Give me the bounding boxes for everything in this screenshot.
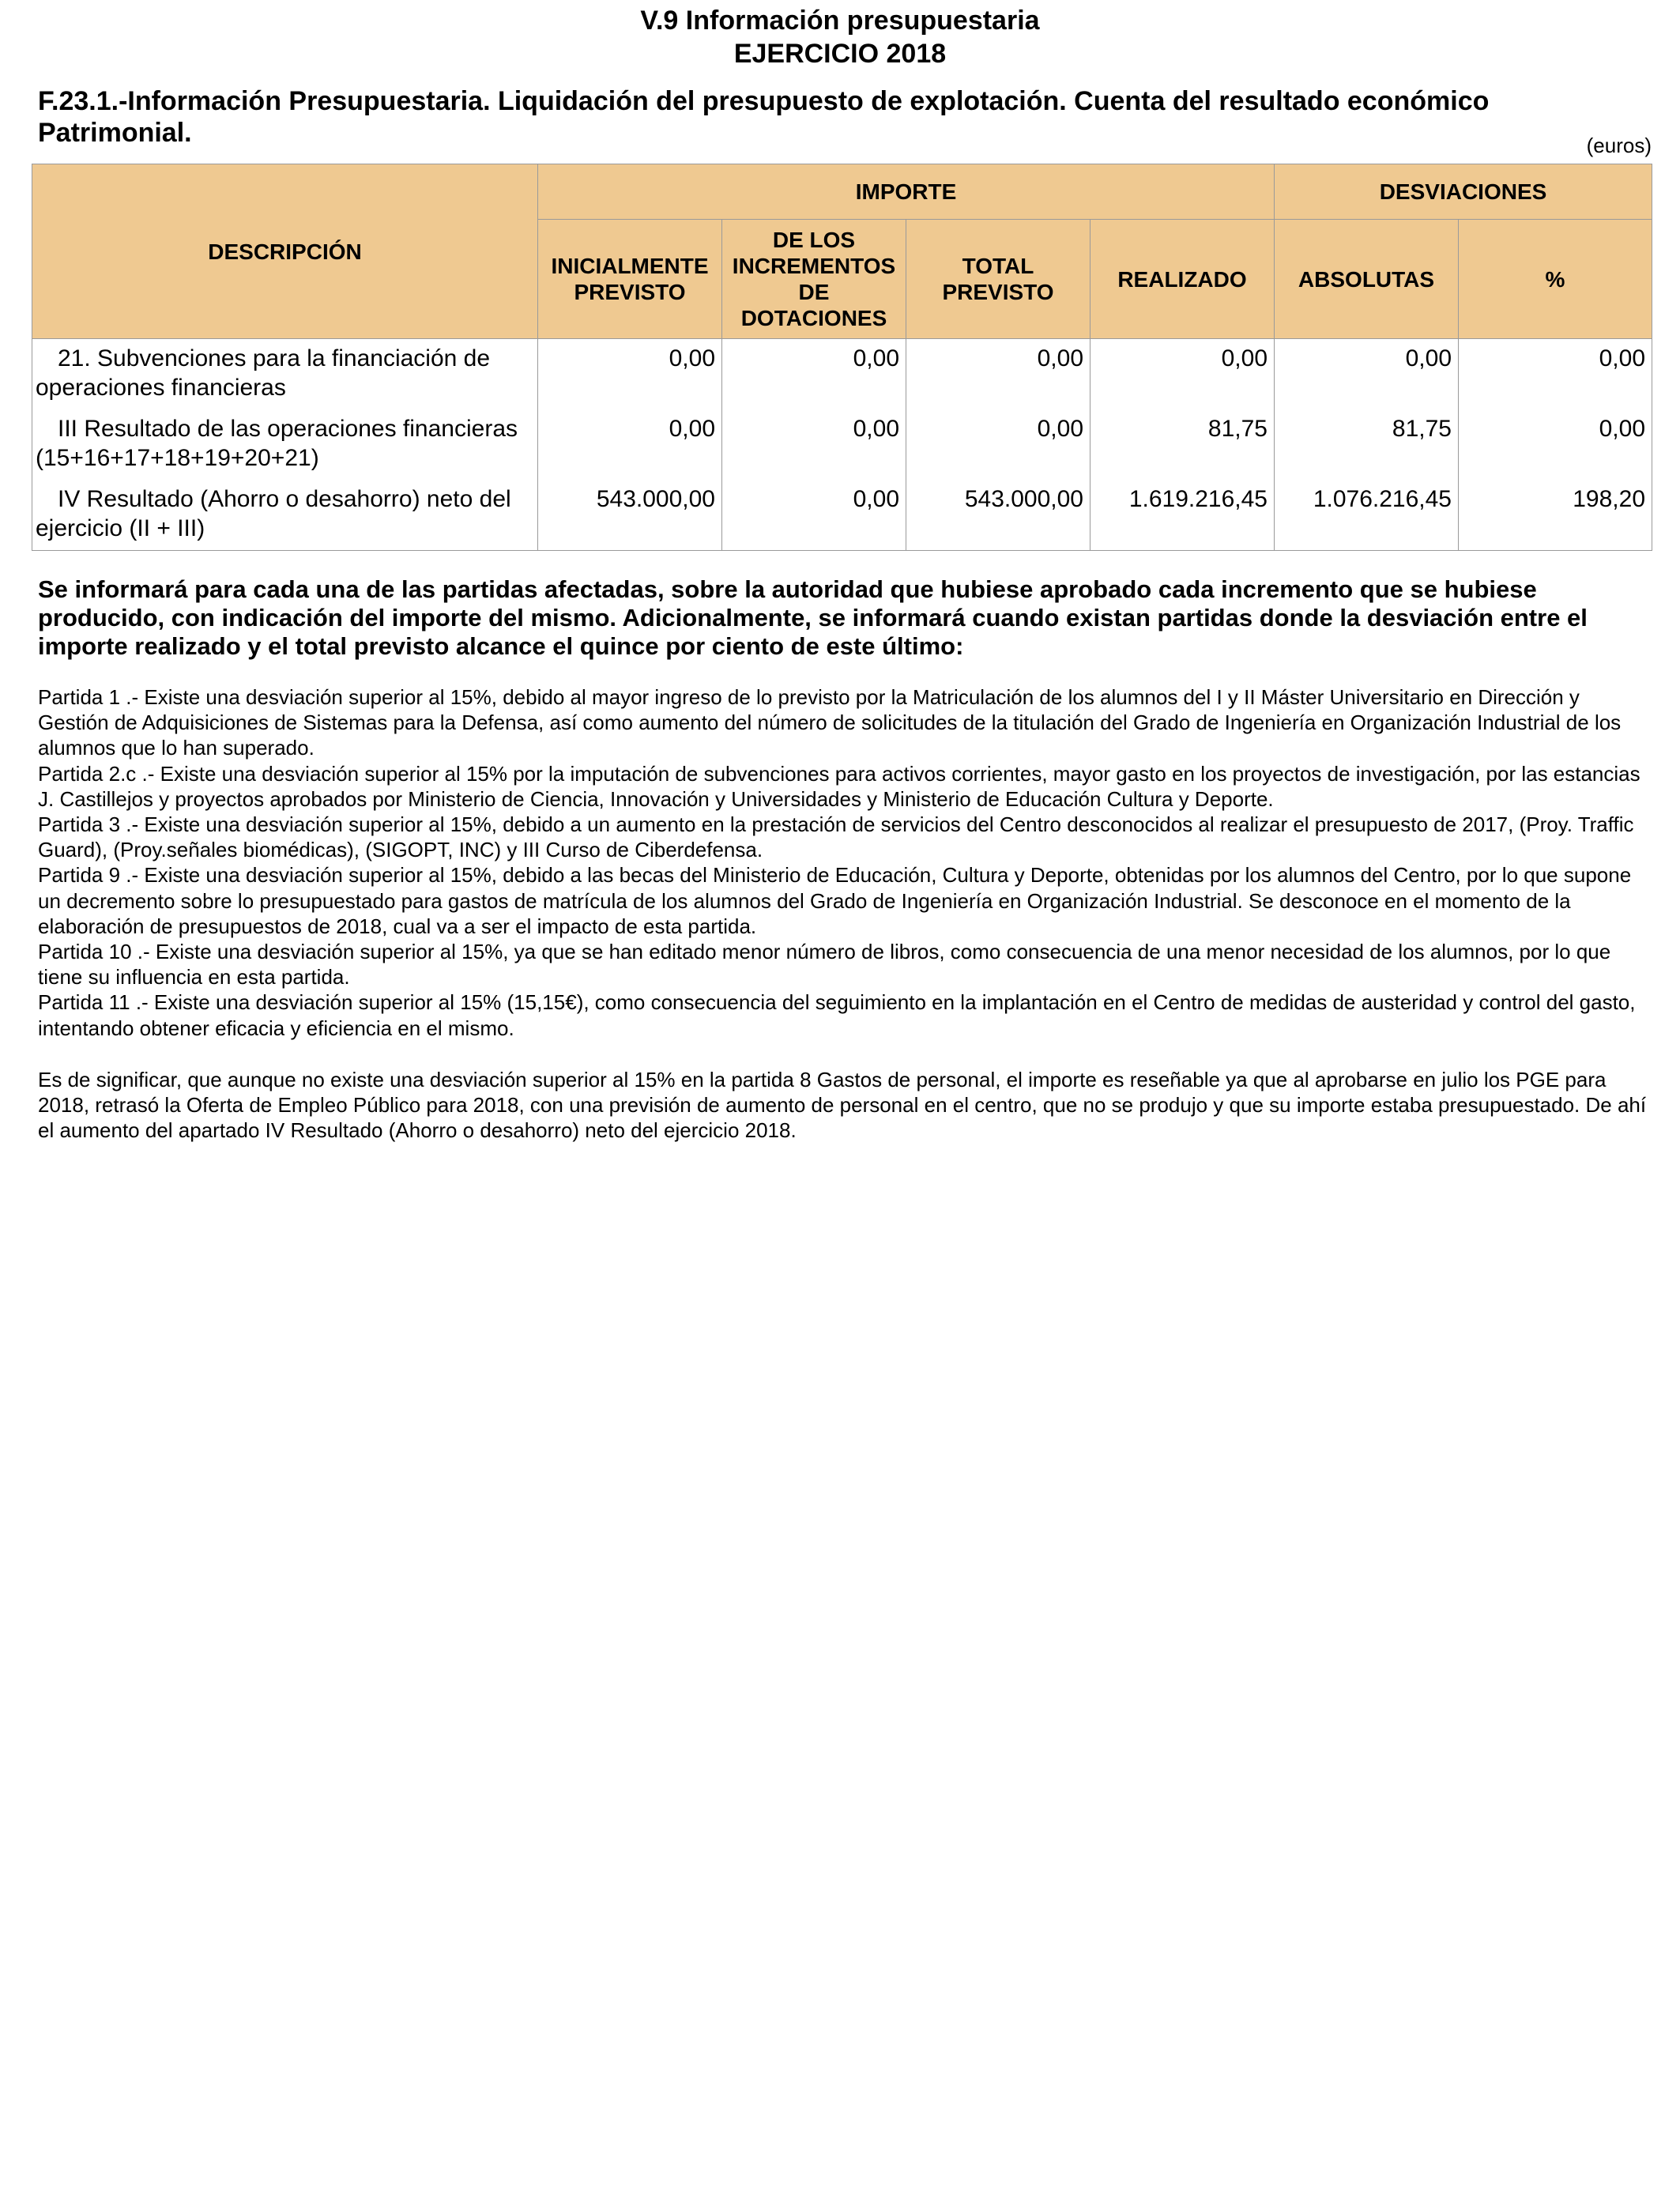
header-incrementos: DE LOS INCREMENTOS DE DOTACIONES xyxy=(722,220,906,339)
section-title: F.23.1.-Información Presupuestaria. Liquidación del presupuesto de explotación. Cuenta del resultado económico Patrimonial. xyxy=(38,86,1490,148)
row-inicialmente-previsto: 543.000,00 xyxy=(538,480,722,551)
information-note: Se informará para cada una de las partidas afectadas, sobre la autoridad que hubiese aprobado cada incremento que se hubiese producido, con indicación del importe del mismo. Adicionalmente, se informará cuando existan partidas donde la desviación entre el importe realizado y el total previsto alcance el quince por ciento de este último: xyxy=(38,575,1588,660)
partida-paragraph: Partida 3 .- Existe una desviación superior al 15%, debido a un aumento en la prestación de servicios del Centro desconocidos al realizar el presupuesto de 2017, (Proy. Traffic Guard), (Proy.señales biomédicas), (SIGOPT, INC) y III Curso de Ciberdefensa. xyxy=(38,812,1634,862)
document-title: V.9 Información presupuestaria xyxy=(640,6,1040,36)
table-row xyxy=(32,480,1652,551)
row-incrementos: 0,00 xyxy=(722,480,906,551)
row-description: III Resultado de las operaciones financieras (15+16+17+18+19+20+21) xyxy=(32,409,538,480)
row-total-previsto: 0,00 xyxy=(906,409,1090,480)
row-porcentaje: 198,20 xyxy=(1459,480,1652,551)
header-importe: IMPORTE xyxy=(538,164,1275,220)
header-realizado: REALIZADO xyxy=(1090,220,1275,339)
header-porcentaje: % xyxy=(1459,220,1652,339)
partida-paragraph: Partida 2.c .- Existe una desviación superior al 15% por la imputación de subvenciones para activos corrientes, mayor gasto en los proyectos de investigación, por las estancias J. Castillejos y proyectos aprobados por Ministerio de Ciencia, Innovación y Universidades y Ministerio de Educación Cultura y Deporte. xyxy=(38,761,1640,811)
row-realizado: 1.619.216,45 xyxy=(1090,480,1275,551)
row-incrementos: 0,00 xyxy=(722,409,906,480)
row-total-previsto: 543.000,00 xyxy=(906,480,1090,551)
row-realizado: 81,75 xyxy=(1090,409,1275,480)
row-absolutas: 81,75 xyxy=(1275,409,1459,480)
partida-paragraph: Partida 10 .- Existe una desviación superior al 15%, ya que se han editado menor número de libros, como consecuencia de una menor necesidad de los alumnos, por lo que tiene su influencia en esta partida. xyxy=(38,940,1611,990)
header-absolutas: ABSOLUTAS xyxy=(1275,220,1459,339)
row-incrementos: 0,00 xyxy=(722,339,906,410)
units-label: (euros) xyxy=(1586,134,1652,157)
row-description: IV Resultado (Ahorro o desahorro) neto del ejercicio (II + III) xyxy=(32,480,538,551)
partida-paragraph: Partida 1 .- Existe una desviación superior al 15%, debido al mayor ingreso de lo previsto por la Matriculación de los alumnos del I y II Máster Universitario en Dirección y Gestión de Adquisiciones de Sistemas para la Defensa, así como aumento del número de solicitudes de la titulación del Grado de Ingeniería en Organización Industrial de los alumnos que lo han superado. xyxy=(38,685,1622,760)
document-subtitle: EJERCICIO 2018 xyxy=(733,39,947,69)
closing-paragraph: Es de significar, que aunque no existe una desviación superior al 15% en la partida 8 Gastos de personal, el importe es reseñable ya que al aprobarse en julio los PGE para 2018, retrasó la Oferta de Empleo Público para 2018, con una previsión de aumento de personal en el centro, que no se produjo y que su importe estaba presupuestado. De ahí el aumento del apartado IV Resultado (Ahorro o desahorro) neto del ejercicio 2018. xyxy=(38,1068,1647,1143)
row-inicialmente-previsto: 0,00 xyxy=(538,339,722,410)
table-row xyxy=(32,409,1652,480)
row-total-previsto: 0,00 xyxy=(906,339,1090,410)
row-absolutas: 1.076.216,45 xyxy=(1275,480,1459,551)
partidas-list xyxy=(38,684,1650,1041)
header-inicialmente-previsto: INICIALMENTE PREVISTO xyxy=(538,220,722,339)
row-porcentaje: 0,00 xyxy=(1459,339,1652,410)
partida-paragraph: Partida 9 .- Existe una desviación superior al 15%, debido a las becas del Ministerio de Educación, Cultura y Deporte, obtenidas por los alumnos del Centro, por lo que supone un decremento sobre lo presupuestado para gastos de matrícula de los alumnos del Grado de Ingeniería en Organización Industrial. Se desconoce en el momento de la elaboración de presupuestos de 2018, cual va a ser el impacto de esta partida. xyxy=(38,863,1632,938)
row-inicialmente-previsto: 0,00 xyxy=(538,409,722,480)
header-descripcion: DESCRIPCIÓN xyxy=(32,164,538,339)
row-porcentaje: 0,00 xyxy=(1459,409,1652,480)
row-absolutas: 0,00 xyxy=(1275,339,1459,410)
budget-table xyxy=(32,164,1652,551)
row-description: 21. Subvenciones para la financiación de operaciones financieras xyxy=(32,339,538,410)
header-desviaciones: DESVIACIONES xyxy=(1275,164,1652,220)
partida-paragraph: Partida 11 .- Existe una desviación superior al 15% (15,15€), como consecuencia del seguimiento en la implantación en el Centro de medidas de austeridad y control del gasto, intentando obtener eficacia y eficiencia en el mismo. xyxy=(38,990,1636,1040)
header-total-previsto: TOTAL PREVISTO xyxy=(906,220,1090,339)
table-row xyxy=(32,339,1652,410)
row-realizado: 0,00 xyxy=(1090,339,1275,410)
